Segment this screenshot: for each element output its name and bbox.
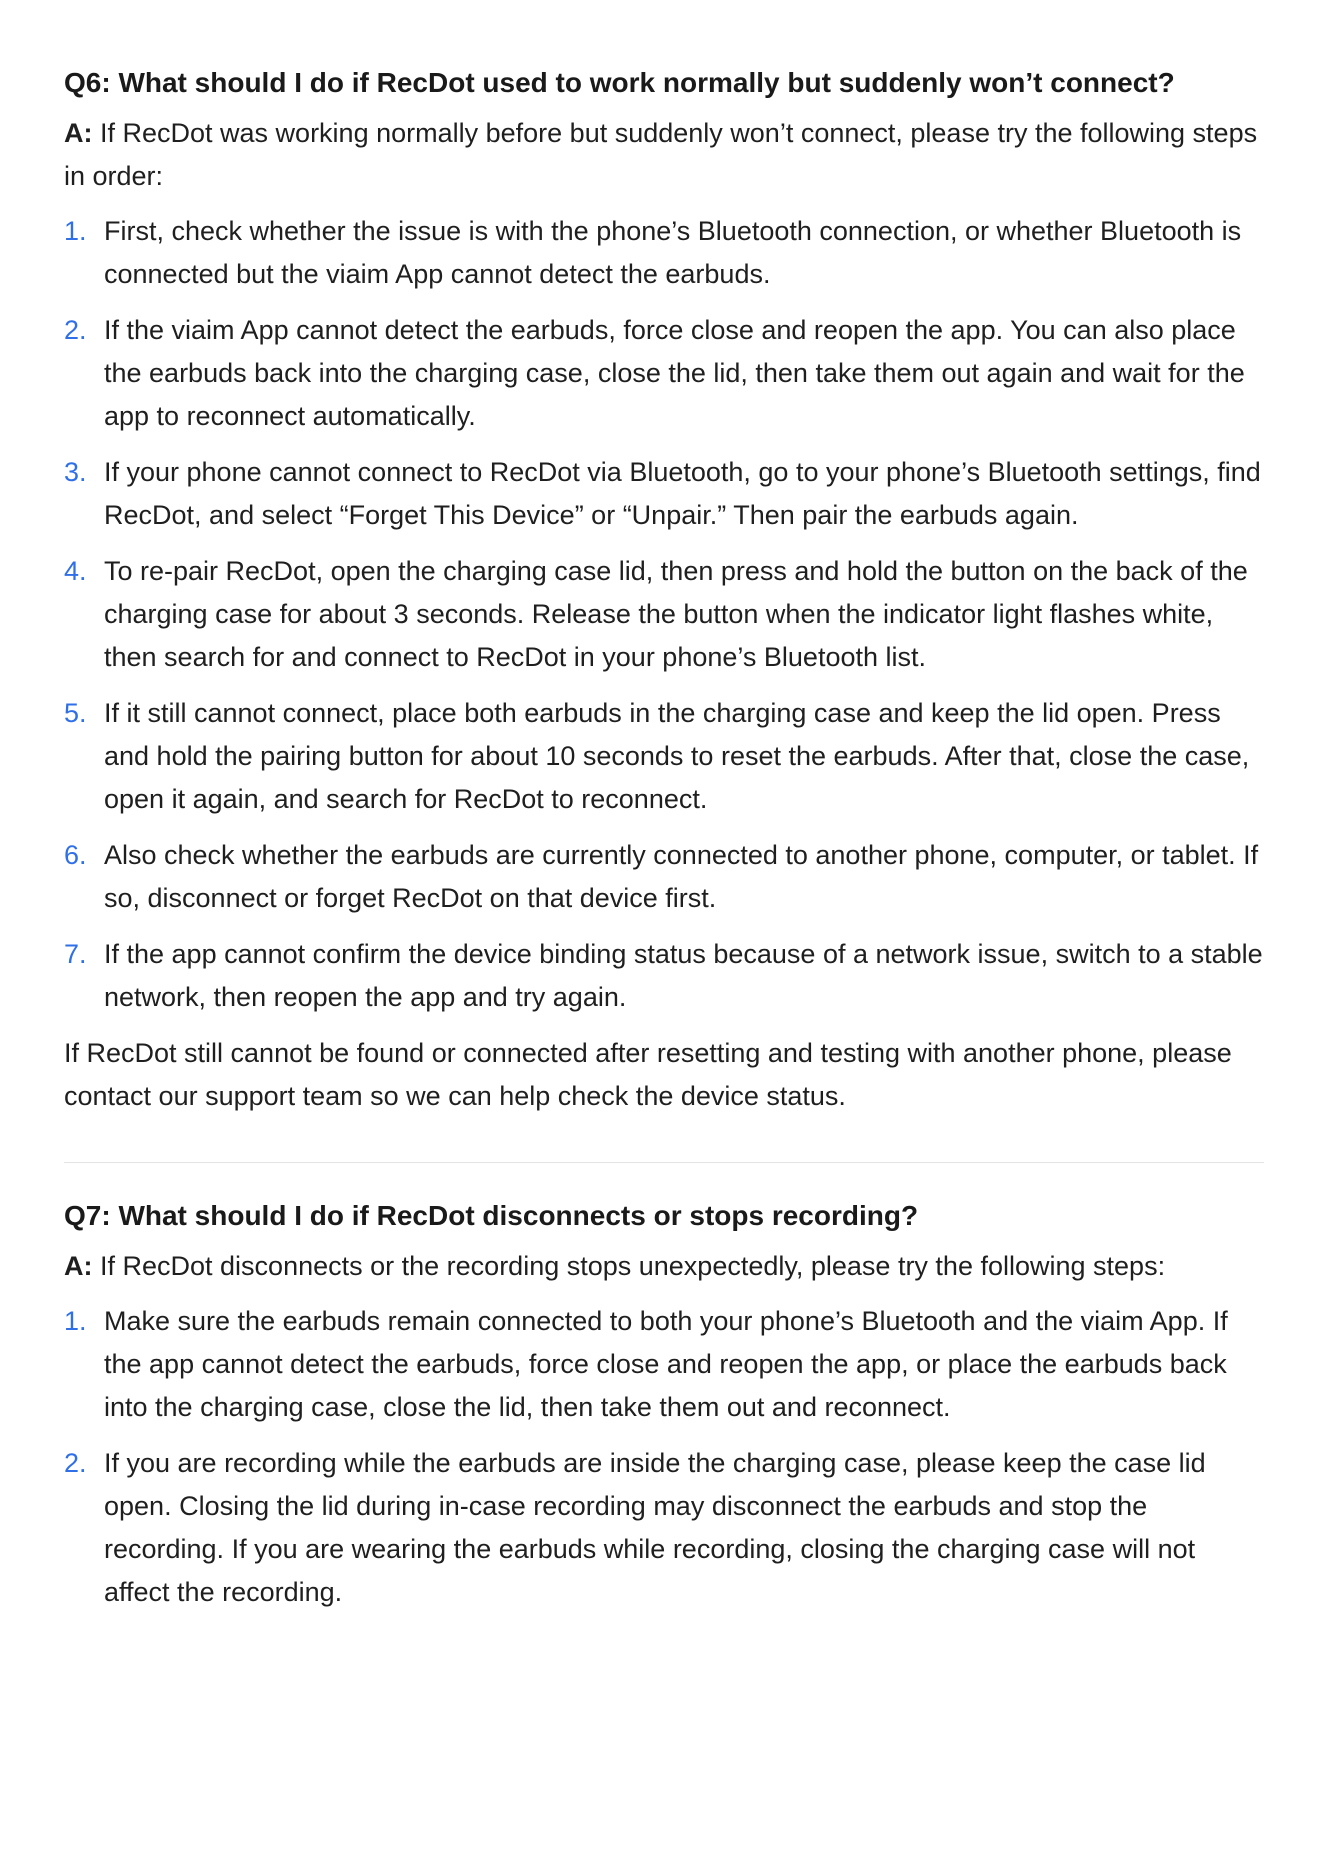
step-item (64, 1300, 1264, 1429)
step-text: If your phone cannot connect to RecDot via Bluetooth, go to your phone’s Bluetooth settings, find RecDot, and select “Forget This Device” or “Unpair.” Then pair the earbuds again. (104, 457, 1261, 530)
step-item (64, 933, 1264, 1019)
step-text: If the viaim App cannot detect the earbuds, force close and reopen the app. You can also place the earbuds back into the charging case, close the lid, then take them out again and wait for the app to reconnect automatically. (104, 315, 1245, 431)
question-q6: Q6: What should I do if RecDot used to work normally but suddenly won’t connect? (64, 67, 1175, 98)
step-item (64, 451, 1264, 537)
steps-list-q7 (64, 1300, 1264, 1614)
faq-section-q7 (64, 1191, 1264, 1614)
step-text: If it still cannot connect, place both earbuds in the charging case and keep the lid open. Press and hold the pairing button for about 10 seconds to reset the earbuds. After that, close the case, open it again, and search for RecDot to reconnect. (104, 698, 1250, 814)
step-item (64, 309, 1264, 438)
step-number: 4. (64, 556, 87, 586)
answer-intro-q7 (64, 1245, 1264, 1288)
faq-page (64, 58, 1264, 1627)
step-text: First, check whether the issue is with the phone’s Bluetooth connection, or whether Bluetooth is connected but the viaim App cannot detect the earbuds. (104, 216, 1242, 289)
faq-section-q6 (64, 58, 1264, 1118)
step-number: 2. (64, 1448, 87, 1478)
step-number: 1. (64, 216, 87, 246)
step-item (64, 210, 1264, 296)
step-text: Also check whether the earbuds are currently connected to another phone, computer, or tablet. If so, disconnect or forget RecDot on that device first. (104, 840, 1259, 913)
step-number: 6. (64, 840, 87, 870)
step-text: Make sure the earbuds remain connected to both your phone’s Bluetooth and the viaim App. If the app cannot detect the earbuds, force close and reopen the app, or place the earbuds back into the charging case, close the lid, then take them out and reconnect. (104, 1306, 1228, 1422)
step-number: 5. (64, 698, 87, 728)
question-q7: Q7: What should I do if RecDot disconnects or stops recording? (64, 1200, 919, 1231)
step-item (64, 834, 1264, 920)
step-item (64, 1442, 1264, 1614)
step-item (64, 692, 1264, 821)
answer-prefix: A: (64, 1251, 93, 1281)
answer-prefix: A: (64, 118, 93, 148)
answer-intro-text: If RecDot was working normally before but suddenly won’t connect, please try the following steps in order: (64, 118, 1258, 191)
answer-intro-q6 (64, 112, 1264, 198)
step-item (64, 550, 1264, 679)
step-number: 2. (64, 315, 87, 345)
answer-intro-text: If RecDot disconnects or the recording stops unexpectedly, please try the following steps: (92, 1251, 1166, 1281)
step-number: 7. (64, 939, 87, 969)
step-number: 3. (64, 457, 87, 487)
step-text: If you are recording while the earbuds are inside the charging case, please keep the case lid open. Closing the lid during in-case recording may disconnect the earbuds and stop the recording. If you are wearing the earbuds while recording, closing the charging case will not affect the recording. (104, 1448, 1206, 1607)
steps-list-q6 (64, 210, 1264, 1019)
step-text: If the app cannot confirm the device binding status because of a network issue, switch to a stable network, then reopen the app and try again. (104, 939, 1263, 1012)
step-number: 1. (64, 1306, 87, 1336)
step-text: To re-pair RecDot, open the charging case lid, then press and hold the button on the back of the charging case for about 3 seconds. Release the button when the indicator light flashes white, then search for and connect to RecDot in your phone’s Bluetooth list. (104, 556, 1248, 672)
section-divider (64, 1162, 1264, 1163)
closing-note-q6: If RecDot still cannot be found or connected after resetting and testing with another phone, please contact our support team so we can help check the device status. (64, 1038, 1232, 1111)
